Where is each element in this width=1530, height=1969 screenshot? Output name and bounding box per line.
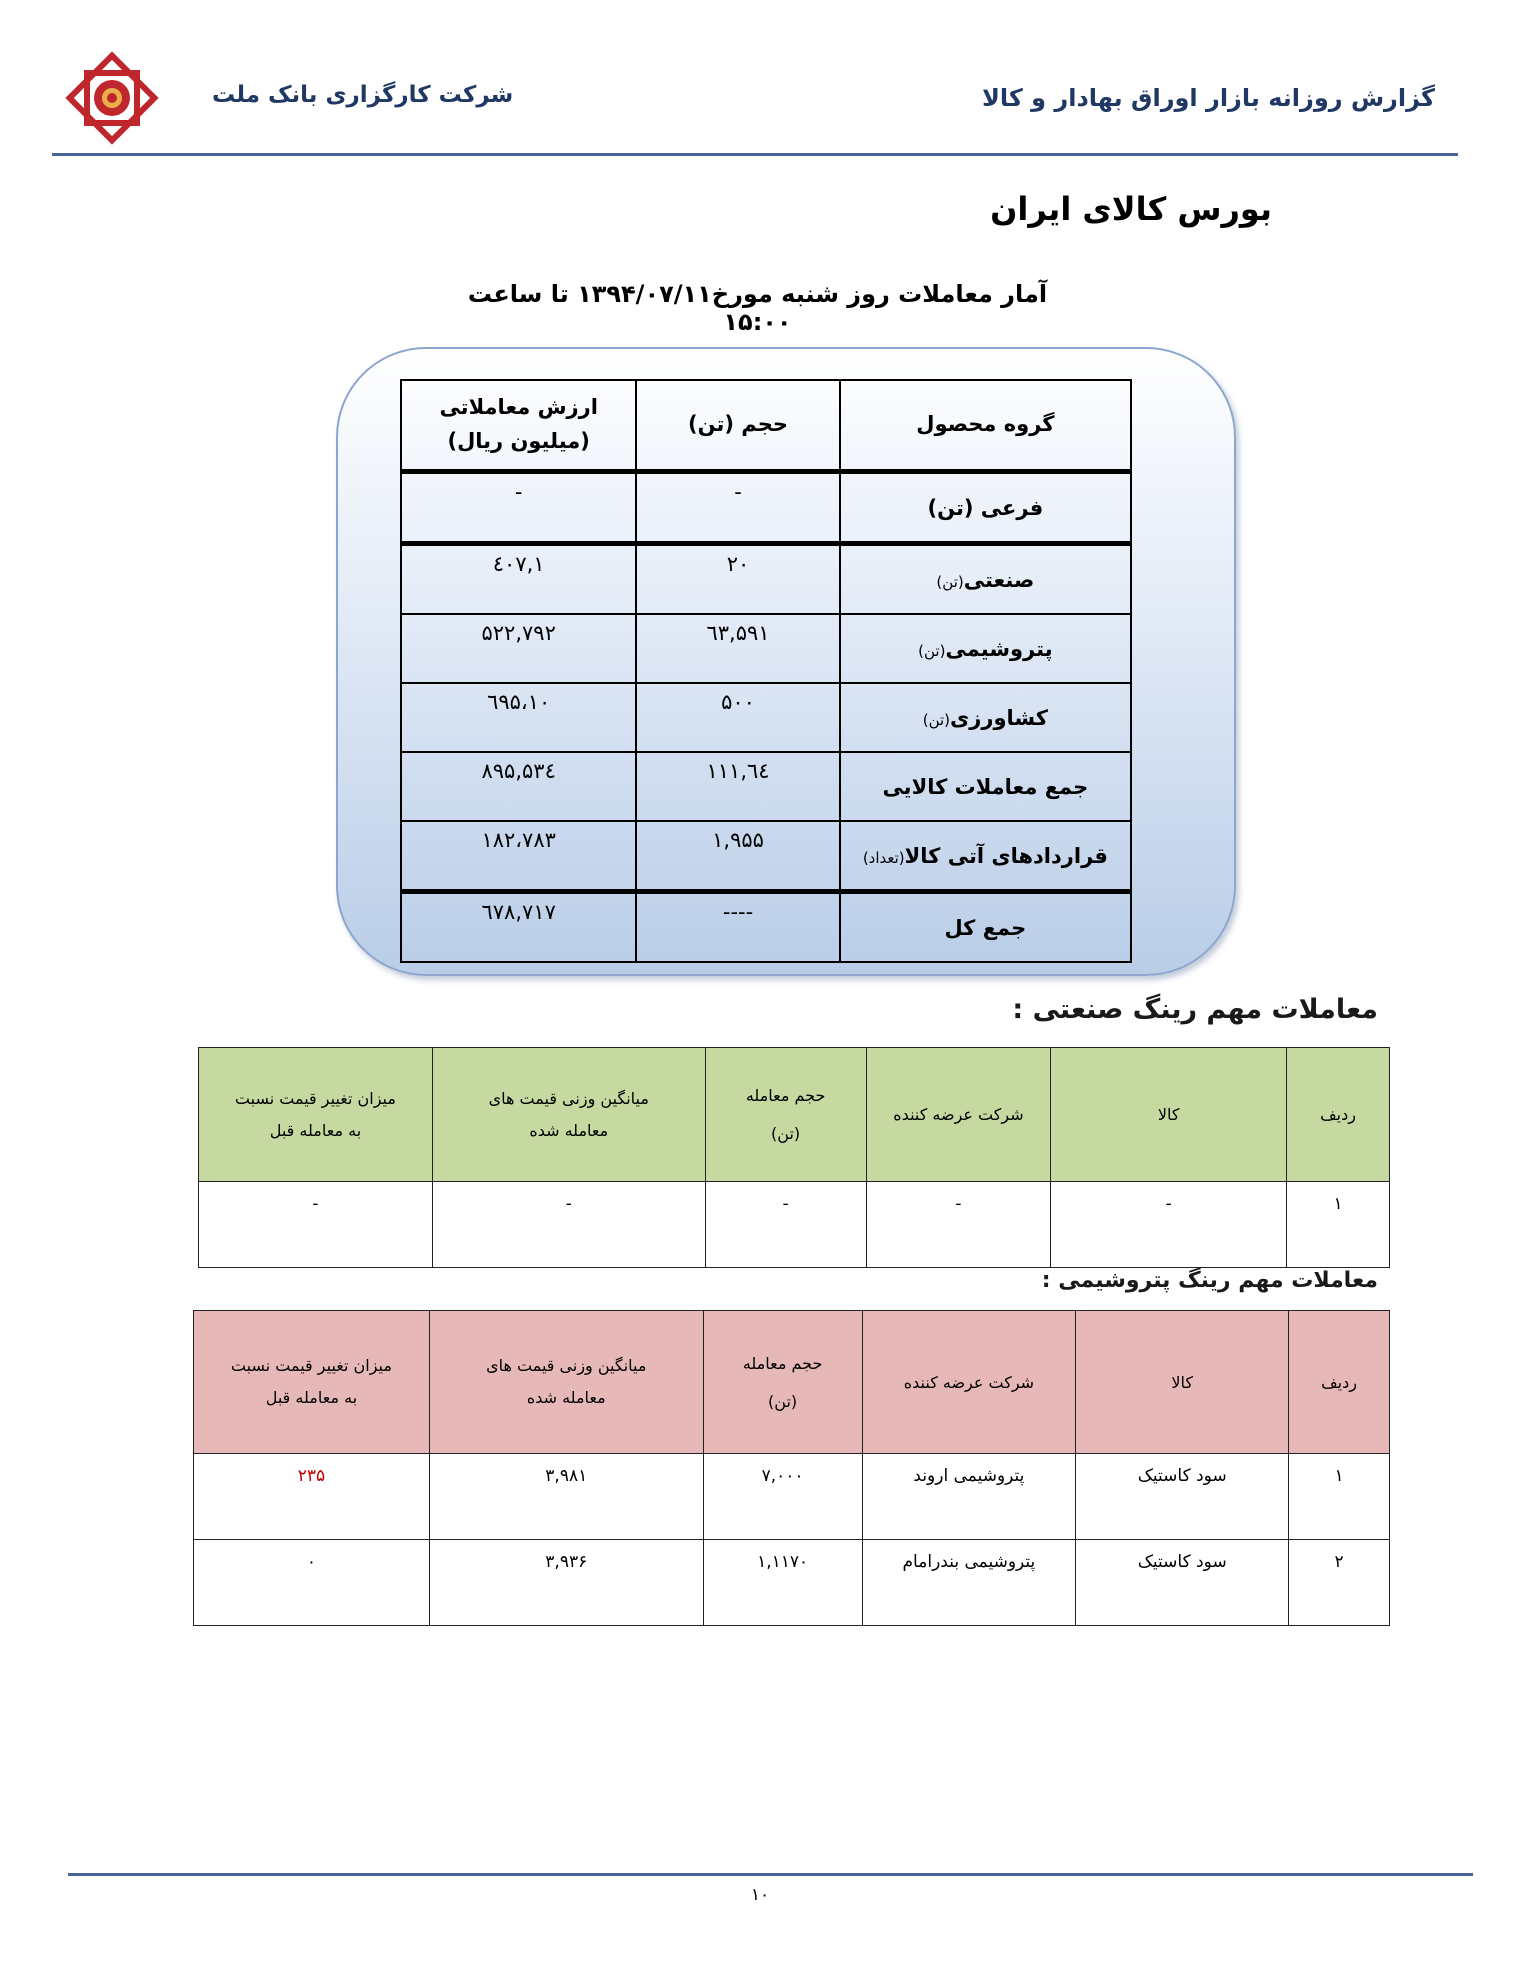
header-value: ارزش معاملاتی (میلیون ریال) <box>401 380 636 472</box>
header-avg-price: میانگین وزنی قیمت های معامله شده <box>429 1311 703 1454</box>
header-volume: حجم (تن) <box>636 380 839 472</box>
header-avg-price: میانگین وزنی قیمت های معامله شده <box>432 1048 705 1182</box>
header-supplier: شرکت عرضه کننده <box>866 1048 1051 1182</box>
row-volume: - <box>636 472 839 544</box>
section-title: بورس کالای ایران <box>990 190 1272 228</box>
cell-supplier: پتروشیمی بندرامام <box>862 1540 1076 1626</box>
table-row <box>194 1454 1390 1540</box>
report-title: گزارش روزانه بازار اوراق بهادار و کالا <box>981 84 1435 112</box>
industrial-header-row <box>199 1048 1390 1182</box>
header-supplier: شرکت عرضه کننده <box>862 1311 1076 1454</box>
company-logo <box>60 46 164 150</box>
table-row <box>401 752 1131 821</box>
company-name: شرکت کارگزاری بانک ملت <box>212 82 514 108</box>
table-row-total <box>401 892 1131 963</box>
header-commodity: کالا <box>1076 1311 1289 1454</box>
row-volume: ٦٤,۱۱۱ <box>636 752 839 821</box>
row-value: - <box>401 472 636 544</box>
table-row <box>401 472 1131 544</box>
header-group: گروه محصول <box>840 380 1131 472</box>
row-value: ۵۳٤,۸۹۵ <box>401 752 636 821</box>
table-row <box>401 614 1131 683</box>
summary-header-row <box>401 380 1131 472</box>
cell-volume: ۷,۰۰۰ <box>703 1454 862 1540</box>
cell-row-number: ۲ <box>1289 1540 1390 1626</box>
footer-divider <box>68 1873 1473 1876</box>
industrial-title: معاملات مهم رینگ صنعتی : <box>1012 994 1378 1025</box>
cell-commodity: سود کاستیک <box>1076 1540 1289 1626</box>
cell-change: ۲۳۵ <box>194 1454 430 1540</box>
cell-row-number: ۱ <box>1289 1454 1390 1540</box>
row-value: ۱,٤۰۷ <box>401 544 636 615</box>
row-label: فرعی (تن) <box>840 472 1131 544</box>
row-label: صنعتی(تن) <box>840 544 1131 615</box>
cell-volume: ۱,۱۱۷۰ <box>703 1540 862 1626</box>
table-row <box>401 821 1131 892</box>
table-row <box>199 1182 1390 1268</box>
petrochemical-header-row <box>194 1311 1390 1454</box>
cell-commodity: - <box>1051 1182 1287 1268</box>
page-number: ۱۰ <box>750 1885 770 1905</box>
row-volume: ۲۰ <box>636 544 839 615</box>
stats-subtitle: آمار معاملات روز شنبه مورخ۱۳۹۴/۰۷/۱۱ تا ساعت ۱۵:۰۰ <box>467 280 1048 336</box>
industrial-table <box>198 1047 1390 1268</box>
header-volume: حجم معامله (تن) <box>705 1048 866 1182</box>
row-volume: ۱,۹۵۵ <box>636 821 839 892</box>
table-row <box>194 1540 1390 1626</box>
row-volume: ٦۳,۵۹۱ <box>636 614 839 683</box>
cell-change: - <box>199 1182 433 1268</box>
petrochemical-table <box>193 1310 1390 1626</box>
row-value: ۵۲۲,۷۹۲ <box>401 614 636 683</box>
header-change: میزان تغییر قیمت نسبت به معامله قبل <box>194 1311 430 1454</box>
cell-commodity: سود کاستیک <box>1076 1454 1289 1540</box>
cell-supplier: - <box>866 1182 1051 1268</box>
row-value: ۷۱۷,٦۷۸ <box>401 892 636 963</box>
row-value: ۱۰،٦۹۵ <box>401 683 636 752</box>
cell-change: ۰ <box>194 1540 430 1626</box>
row-label: کشاورزی(تن) <box>840 683 1131 752</box>
summary-table <box>400 379 1132 963</box>
header-row-number: ردیف <box>1289 1311 1390 1454</box>
cell-avg-price: - <box>432 1182 705 1268</box>
row-label: پتروشیمی(تن) <box>840 614 1131 683</box>
header-change: میزان تغییر قیمت نسبت به معامله قبل <box>199 1048 433 1182</box>
cell-avg-price: ۳,۹۳۶ <box>429 1540 703 1626</box>
table-row <box>401 683 1131 752</box>
row-label: قراردادهای آتی کالا(تعداد) <box>840 821 1131 892</box>
table-row <box>401 544 1131 615</box>
petrochemical-title: معاملات مهم رینگ پتروشیمی : <box>1041 1268 1378 1293</box>
cell-row-number: ۱ <box>1287 1182 1390 1268</box>
row-volume: ۵۰۰ <box>636 683 839 752</box>
cell-volume: - <box>705 1182 866 1268</box>
header-volume: حجم معامله (تن) <box>703 1311 862 1454</box>
row-volume: ---- <box>636 892 839 963</box>
row-label: جمع کل <box>840 892 1131 963</box>
row-label: جمع معاملات کالایی <box>840 752 1131 821</box>
header-divider <box>52 153 1458 156</box>
header-row-number: ردیف <box>1287 1048 1390 1182</box>
header-commodity: کالا <box>1051 1048 1287 1182</box>
cell-avg-price: ۳,۹۸۱ <box>429 1454 703 1540</box>
row-value: ۱۸۲،۷۸۳ <box>401 821 636 892</box>
cell-supplier: پتروشیمی اروند <box>862 1454 1076 1540</box>
